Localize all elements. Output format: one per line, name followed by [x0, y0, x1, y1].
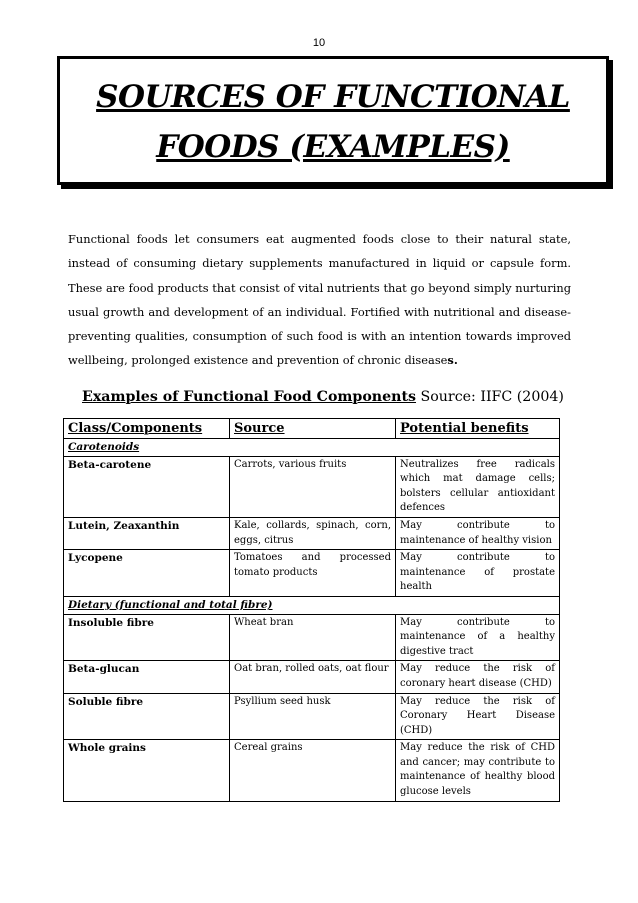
component-cell: Beta-carotene: [64, 456, 230, 517]
header-potential-benefits: Potential benefits: [396, 419, 560, 439]
table-row: [64, 456, 560, 517]
source-cell: Carrots, various fruits: [230, 456, 396, 517]
page-number: 10: [312, 37, 326, 49]
table-row: [64, 614, 560, 661]
header-source: Source: [230, 419, 396, 439]
component-cell: Lycopene: [64, 550, 230, 597]
page-title-line-1: SOURCES OF FUNCTIONAL: [96, 79, 570, 115]
benefit-cell: May contribute to maintenance of a healthy digestive tract: [396, 614, 560, 661]
group-label: Carotenoids: [64, 439, 560, 457]
source-cell: Oat bran, rolled oats, oat flour: [230, 661, 396, 693]
source-cell: Kale, collards, spinach, corn, eggs, citrus: [230, 517, 396, 549]
table-title: Examples of Functional Food Components: [82, 389, 417, 405]
group-label: Dietary (functional and total fibre): [64, 596, 560, 614]
benefit-cell: May reduce the risk of CHD and cancer; may contribute to maintenance of healthy blood glucose levels: [396, 740, 560, 801]
functional-food-table: [63, 418, 560, 802]
component-cell: Whole grains: [64, 740, 230, 801]
table-row: [64, 693, 560, 740]
component-cell: Insoluble fibre: [64, 614, 230, 661]
component-cell: Lutein, Zeaxanthin: [64, 517, 230, 549]
table-row: [64, 517, 560, 549]
benefit-cell: May reduce the risk of Coronary Heart Disease (CHD): [396, 693, 560, 740]
source-cell: Tomatoes and processed tomato products: [230, 550, 396, 597]
benefit-cell: May contribute to maintenance of healthy vision: [396, 517, 560, 549]
component-cell: Soluble fibre: [64, 693, 230, 740]
intro-bold-tail: s.: [447, 353, 458, 368]
table-row: [64, 661, 560, 693]
source-cell: Psyllium seed husk: [230, 693, 396, 740]
table-header-row: [64, 419, 560, 439]
intro-paragraph: [68, 227, 571, 373]
benefit-cell: May contribute to maintenance of prostate health: [396, 550, 560, 597]
benefit-cell: May reduce the risk of coronary heart disease (CHD): [396, 661, 560, 693]
group-row: [64, 596, 560, 614]
benefit-cell: Neutralizes free radicals which mat damage cells; bolsters cellular antioxidant defences: [396, 456, 560, 517]
table-row: [64, 740, 560, 801]
table-heading: [82, 389, 564, 405]
source-cell: Wheat bran: [230, 614, 396, 661]
group-row: [64, 439, 560, 457]
page-title-line-2: FOODS (EXAMPLES): [156, 129, 510, 165]
table-row: [64, 550, 560, 597]
title-box: [57, 56, 609, 185]
source-cell: Cereal grains: [230, 740, 396, 801]
table-source: Source: IIFC (2004): [420, 389, 564, 405]
component-cell: Beta-glucan: [64, 661, 230, 693]
intro-text: Functional foods let consumers eat augmented foods close to their natural state, instead of consuming dietary supplements manufactured in liquid or capsule form. These are food products that consist of vital nutrients that go beyond simply nurturing usual growth and development of an individual. Fortified with nutritional and disease-preventing qualities, consumption of such food is with an intention towards improved wellbeing, prolonged existence and prevention of chronic disease: [68, 232, 571, 368]
header-class-components: Class/Components: [64, 419, 230, 439]
